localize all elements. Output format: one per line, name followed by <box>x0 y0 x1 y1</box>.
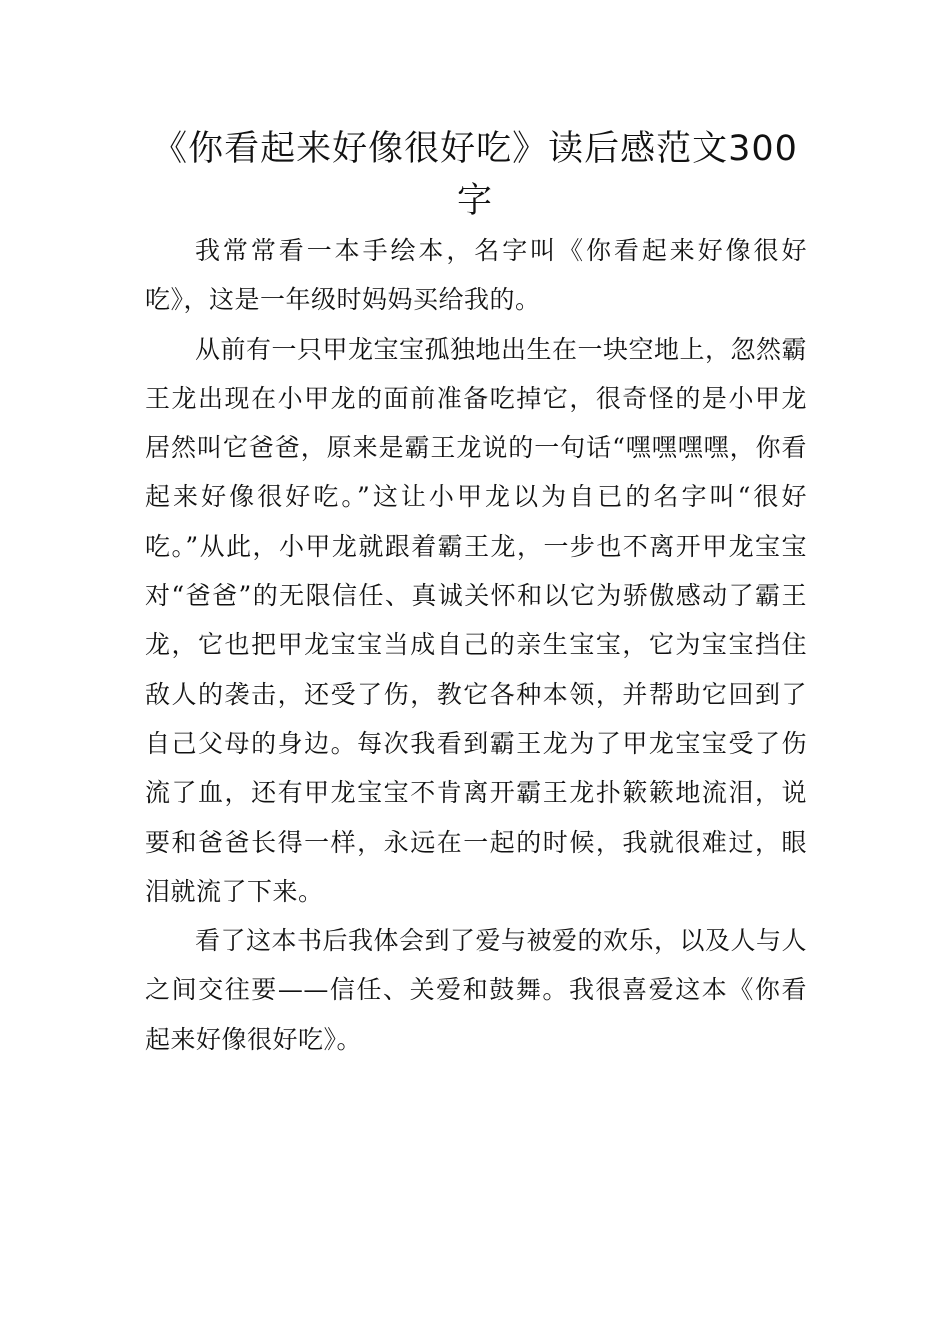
paragraph-2: 从前有一只甲龙宝宝孤独地出生在一块空地上，忽然霸王龙出现在小甲龙的面前准备吃掉它，很奇怪的是小甲龙居然叫它爸爸，原来是霸王龙说的一句话“嘿嘿嘿嘿，你看起来好像很好吃。”这让小甲龙以为自已的名字叫“很好吃。”从此，小甲龙就跟着霸王龙，一步也不离开甲龙宝宝对“爸爸”的无限信任、真诚关怀和以它为骄傲感动了霸王龙，它也把甲龙宝宝当成自己的亲生宝宝，它为宝宝挡住敌人的袭击，还受了伤，教它各种本领，并帮助它回到了自己父母的身边。每次我看到霸王龙为了甲龙宝宝受了伤流了血，还有甲龙宝宝不肯离开霸王龙扑簌簌地流泪，说要和爸爸长得一样，永远在一起的时候，我就很难过，眼泪就流了下来。 <box>145 334 808 906</box>
paragraph-3: 看了这本书后我体会到了爱与被爱的欢乐，以及人与人之间交往要——信任、关爱和鼓舞。我很喜爱这本《你看起来好像很好吃》。 <box>145 926 808 1054</box>
document-title: 《你看起来好像很好吃》读后感范文300字 <box>152 129 798 221</box>
document-body <box>145 226 807 1064</box>
paragraph-1: 我常常看一本手绘本，名字叫《你看起来好像很好吃》，这是一年级时妈妈买给我的。 <box>145 236 807 315</box>
